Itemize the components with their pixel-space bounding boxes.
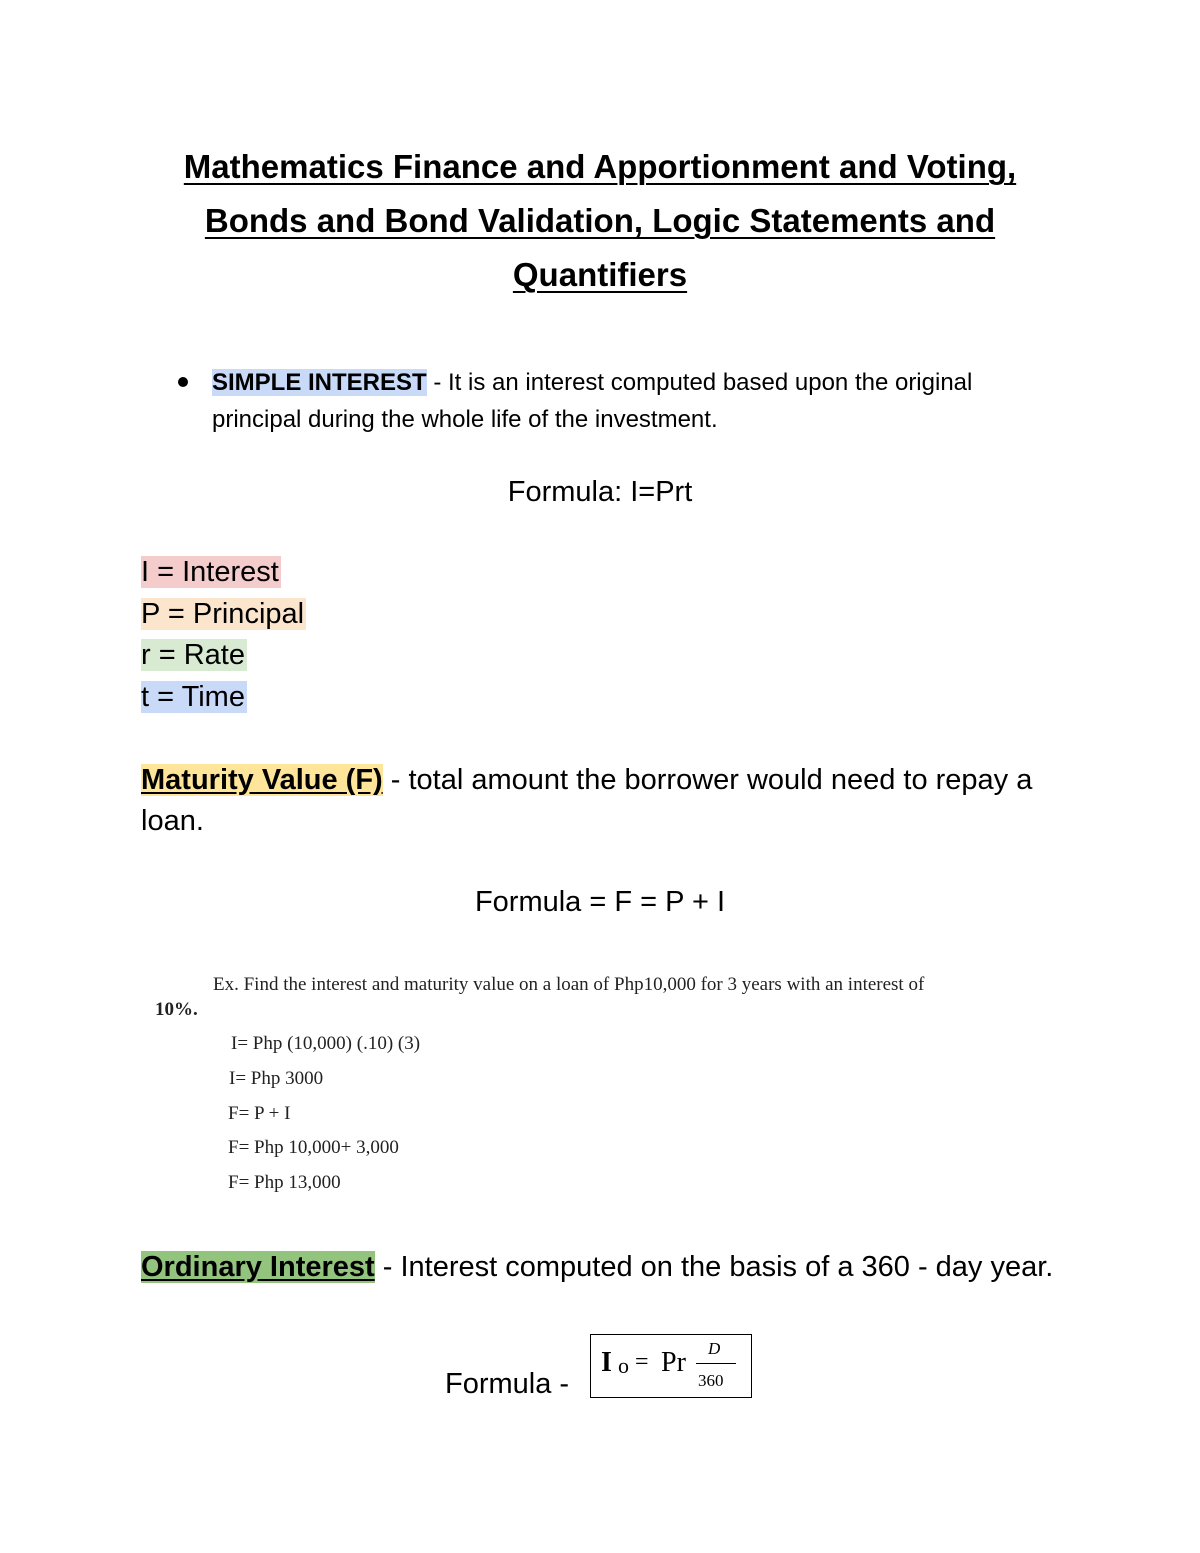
example-question: Ex. Find the interest and maturity value on a loan of Php10,000 for 3 years with an interest of [213, 974, 925, 995]
variable-interest: I = Interest [141, 556, 279, 588]
variable-rate: r = Rate [141, 639, 245, 671]
title-line-1: Mathematics Finance and Apportionment and Voting, [183, 148, 1017, 185]
maturity-value-formula: Formula = F = P + I [474, 886, 726, 918]
formula-equals: = [635, 1349, 649, 1375]
maturity-value-term: Maturity Value (F) [141, 764, 383, 796]
simple-interest-term: SIMPLE INTEREST [212, 369, 427, 396]
example-question-rate: 10%. [155, 999, 198, 1020]
variable-time: t = Time [141, 680, 245, 713]
ordinary-interest-definition [141, 1247, 1071, 1288]
example-step-3: F= P + I [228, 1103, 291, 1124]
formula-io: I [601, 1347, 612, 1378]
maturity-value-definition [141, 760, 1071, 842]
formula-pr: Pr [661, 1347, 686, 1378]
fraction-bar [696, 1363, 736, 1364]
variable-principal: P = Principal [141, 597, 305, 630]
example-step-2: I= Php 3000 [229, 1068, 324, 1089]
formula-denominator: 360 [698, 1371, 724, 1390]
ordinary-interest-formula-box [590, 1334, 752, 1398]
ordinary-interest-text: - Interest computed on the basis of a 360 - day year. [374, 1251, 1054, 1283]
bullet-icon [178, 377, 188, 387]
simple-interest-definition: - It is an interest computed based upon the original principal during the whole life of the investment. [212, 369, 973, 433]
example-step-4: F= Php 10,000+ 3,000 [228, 1137, 399, 1158]
simple-interest-formula: Formula: I=Prt [507, 476, 693, 508]
ordinary-interest-term: Ordinary Interest [141, 1251, 375, 1283]
example-step-1: I= Php (10,000) (.10) (3) [231, 1033, 421, 1054]
maturity-value-text: - total amount the borrower would need to repay a loan. [141, 764, 1033, 837]
page-title [140, 140, 1060, 302]
title-line-3: Quantifiers [512, 256, 688, 293]
variable-list [141, 552, 306, 718]
example-step-5: F= Php 13,000 [228, 1172, 341, 1193]
formula-io-subscript: o [618, 1353, 629, 1378]
formula-numerator: D [708, 1339, 721, 1358]
title-line-2: Bonds and Bond Validation, Logic Statements and [204, 202, 996, 239]
simple-interest-text [212, 364, 1032, 438]
simple-interest-bullet [172, 364, 1032, 438]
ordinary-interest-formula-label: Formula - [445, 1368, 570, 1400]
